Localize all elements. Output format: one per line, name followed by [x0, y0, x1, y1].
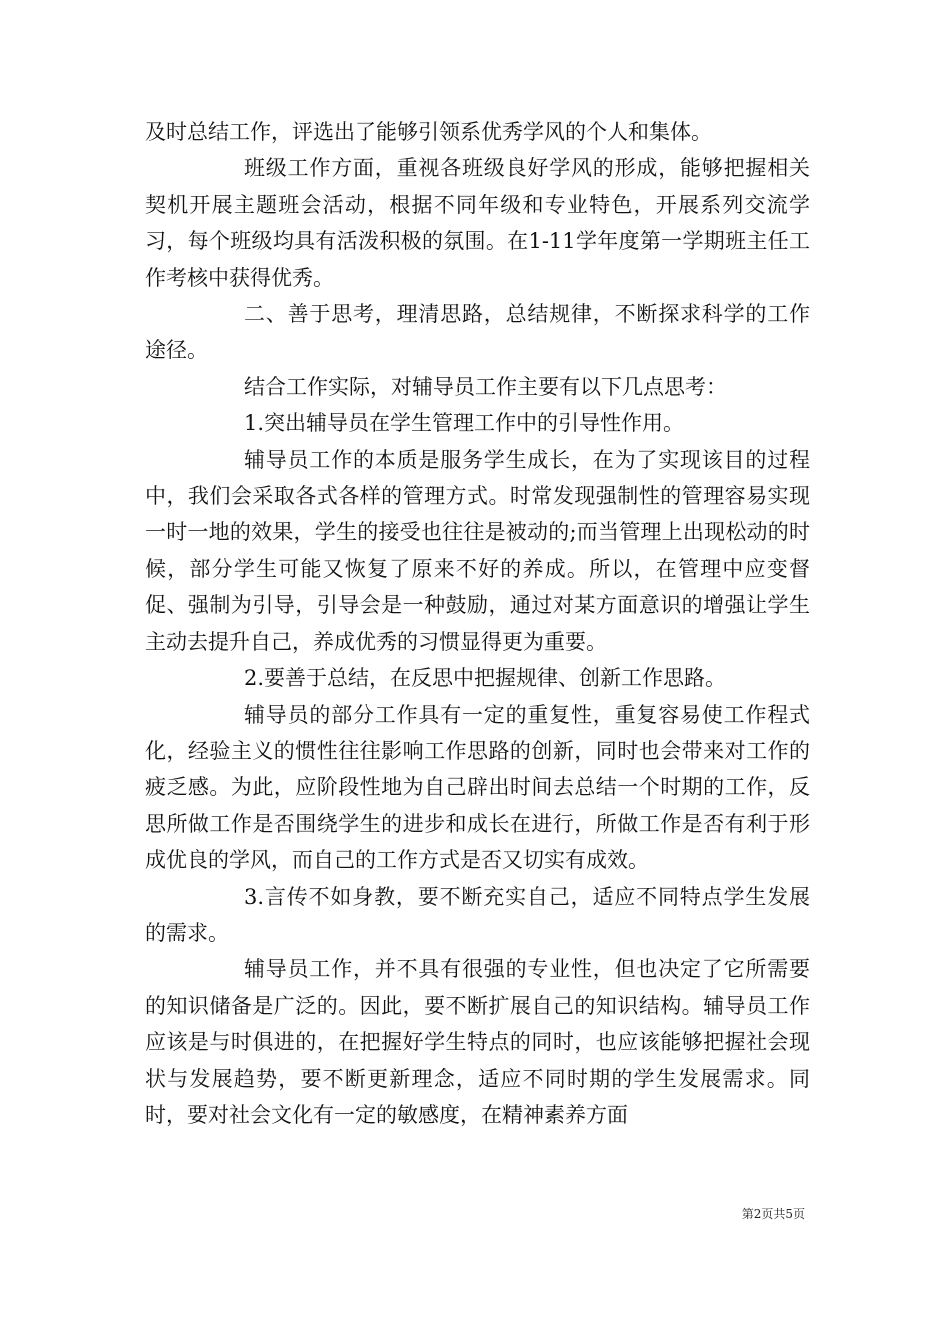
paragraph-continuation: 及时总结工作，评选出了能够引领系优秀学风的个人和集体。 — [145, 120, 712, 144]
paragraph-class-work: 班级工作方面，重视各班级良好学风的形成，能够把握相关契机开展主题班会活动，根据不同年级和专业特色，开展系列交流学习，每个班级均具有活泼积极的氛围。在1-11学年度第一学期班主任工作考核中获得优秀。 — [145, 156, 810, 290]
paragraph-reflection-intro: 结合工作实际，对辅导员工作主要有以下几点思考： — [244, 374, 727, 399]
point-heading-1: 1.突出辅导员在学生管理工作中的引导性作用。 — [244, 411, 685, 436]
point-heading-3: 3.言传不如身教，要不断充实自己，适应不同特点学生发展的需求。 — [145, 884, 810, 945]
paragraph-point-2: 辅导员的部分工作具有一定的重复性，重复容易使工作程式化，经验主义的惯性往往影响工作思路的创新，同时也会带来对工作的疲乏感。为此，应阶段性地为自己辟出时间去总结一个时期的工作，反思所做工作是否围绕学生的进步和成长在进行，所做工作是否有利于形成优良的学风，而自己的工作方式是否又切实有成效。 — [145, 702, 810, 873]
page-number-footer: 第2页共5页 — [741, 1207, 805, 1221]
section-heading-two: 二、善于思考，理清思路，总结规律，不断探求科学的工作途径。 — [145, 302, 810, 363]
paragraph-point-1: 辅导员工作的本质是服务学生成长，在为了实现该目的过程中，我们会采取各式各样的管理方式。时常发现强制性的管理容易实现一时一地的效果，学生的接受也往往是被动的;而当管理上出现松动的时候，部分学生可能又恢复了原来不好的养成。所以，在管理中应变督促、强制为引导，引导会是一种鼓励，通过对某方面意识的增强让学生主动去提升自己，养成优秀的习惯显得更为重要。 — [145, 447, 810, 654]
document-body — [145, 114, 810, 1133]
paragraph-point-3: 辅导员工作，并不具有很强的专业性，但也决定了它所需要的知识储备是广泛的。因此，要不断扩展自己的知识结构。辅导员工作应该是与时俱进的，在把握好学生特点的同时，也应该能够把握社会现状与发展趋势，要不断更新理念，适应不同时期的学生发展需求。同时，要对社会文化有一定的敏感度，在精神素养方面 — [145, 957, 810, 1127]
point-heading-2: 2.要善于总结，在反思中把握规律、创新工作思路。 — [244, 666, 727, 691]
